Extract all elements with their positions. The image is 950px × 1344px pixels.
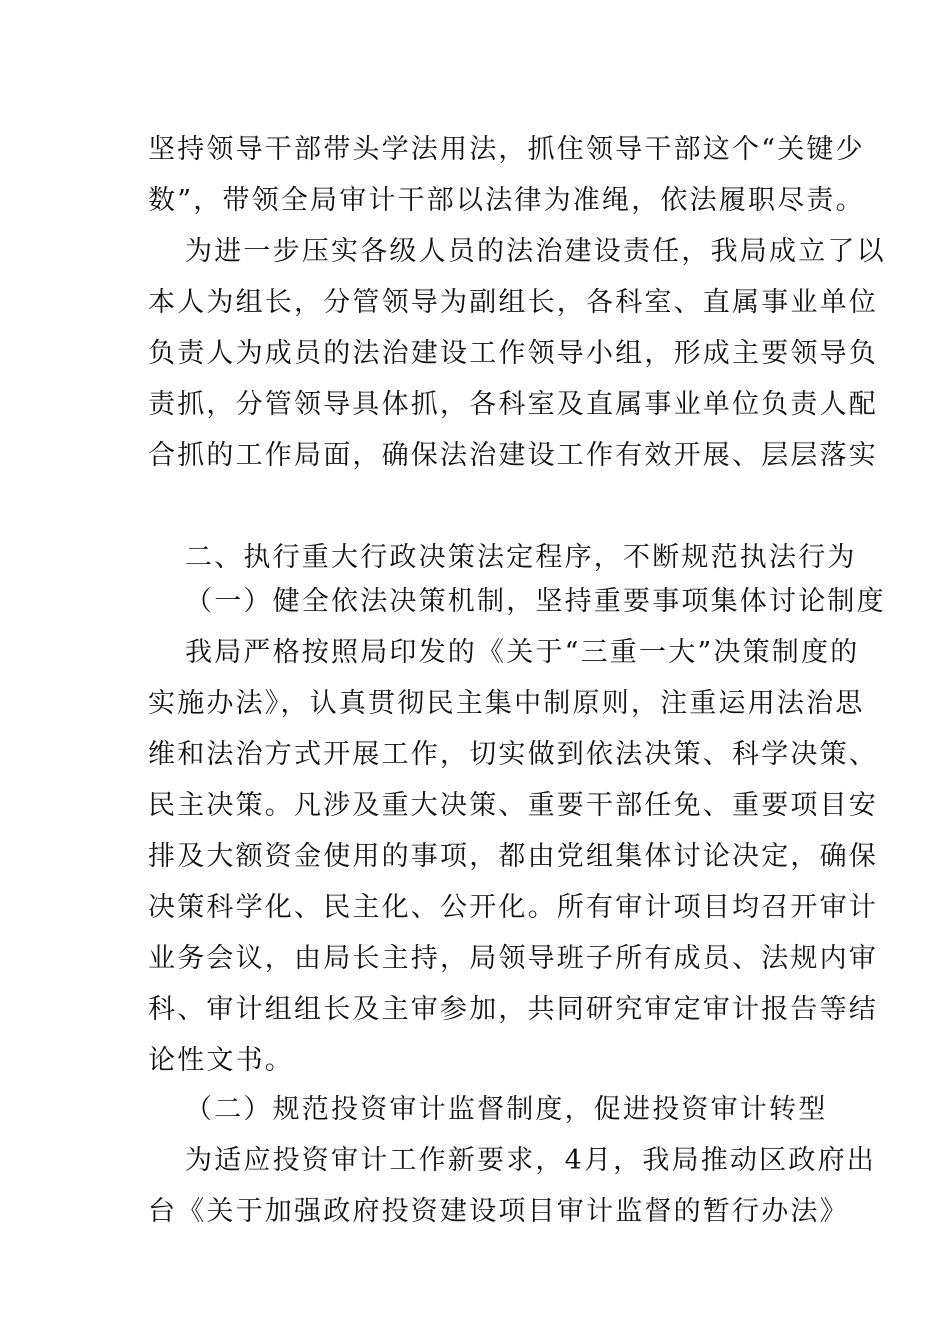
body-text-line: 民主决策。凡涉及重大决策、重要干部任免、重要项目安 xyxy=(148,790,878,821)
body-text-line: 数”，带领全局审计干部以法律为准绳，依法履职尽责。 xyxy=(148,185,865,216)
body-text-line: 实施办法》，认真贯彻民主集中制原则，注重运用法治思 xyxy=(148,688,865,719)
body-text-line: 维和法治方式开展工作，切实做到依法决策、科学决策、 xyxy=(148,739,878,770)
paragraph-first-line: 为进一步压实各级人员的法治建设责任，我局成立了以 xyxy=(185,236,886,267)
paragraph-first-line: 为适应投资审计工作新要求，4月，我局推动区政府出 xyxy=(185,1145,876,1176)
body-text-line: 负责人为成员的法治建设工作领导小组，形成主要领导负 xyxy=(148,338,878,369)
body-text-line: 排及大额资金使用的事项，都由党组集体讨论决定，确保 xyxy=(148,841,878,872)
subsection-heading: （二）规范投资审计监督制度，促进投资审计转型 xyxy=(185,1094,828,1125)
body-text-line: 台《关于加强政府投资建设项目审计监督的暂行办法》 xyxy=(148,1196,849,1227)
body-text-line: 决策科学化、民主化、公开化。所有审计项目均召开审计 xyxy=(148,892,878,923)
body-text-line: 论性文书。 xyxy=(148,1045,294,1076)
section-heading: 二、执行重大行政决策法定程序，不断规范执法行为 xyxy=(185,542,857,573)
body-text-line: 坚持领导干部带头学法用法，抓住领导干部这个“关键少 xyxy=(148,134,865,165)
paragraph-first-line: 我局严格按照局印发的《关于“三重一大”决策制度的 xyxy=(185,637,860,668)
body-text-line: 合抓的工作局面，确保法治建设工作有效开展、层层落实 xyxy=(148,440,878,471)
body-text-line: 业务会议，由局长主持，局领导班子所有成员、法规内审 xyxy=(148,943,878,974)
body-text-line: 本人为组长，分管领导为副组长，各科室、直属事业单位 xyxy=(148,287,878,318)
body-text-line: 责抓，分管领导具体抓，各科室及直属事业单位负责人配 xyxy=(148,389,878,420)
body-text-line: 科、审计组组长及主审参加，共同研究审定审计报告等结 xyxy=(148,994,878,1025)
subsection-heading: （一）健全依法决策机制，坚持重要事项集体讨论制度 xyxy=(185,586,886,617)
